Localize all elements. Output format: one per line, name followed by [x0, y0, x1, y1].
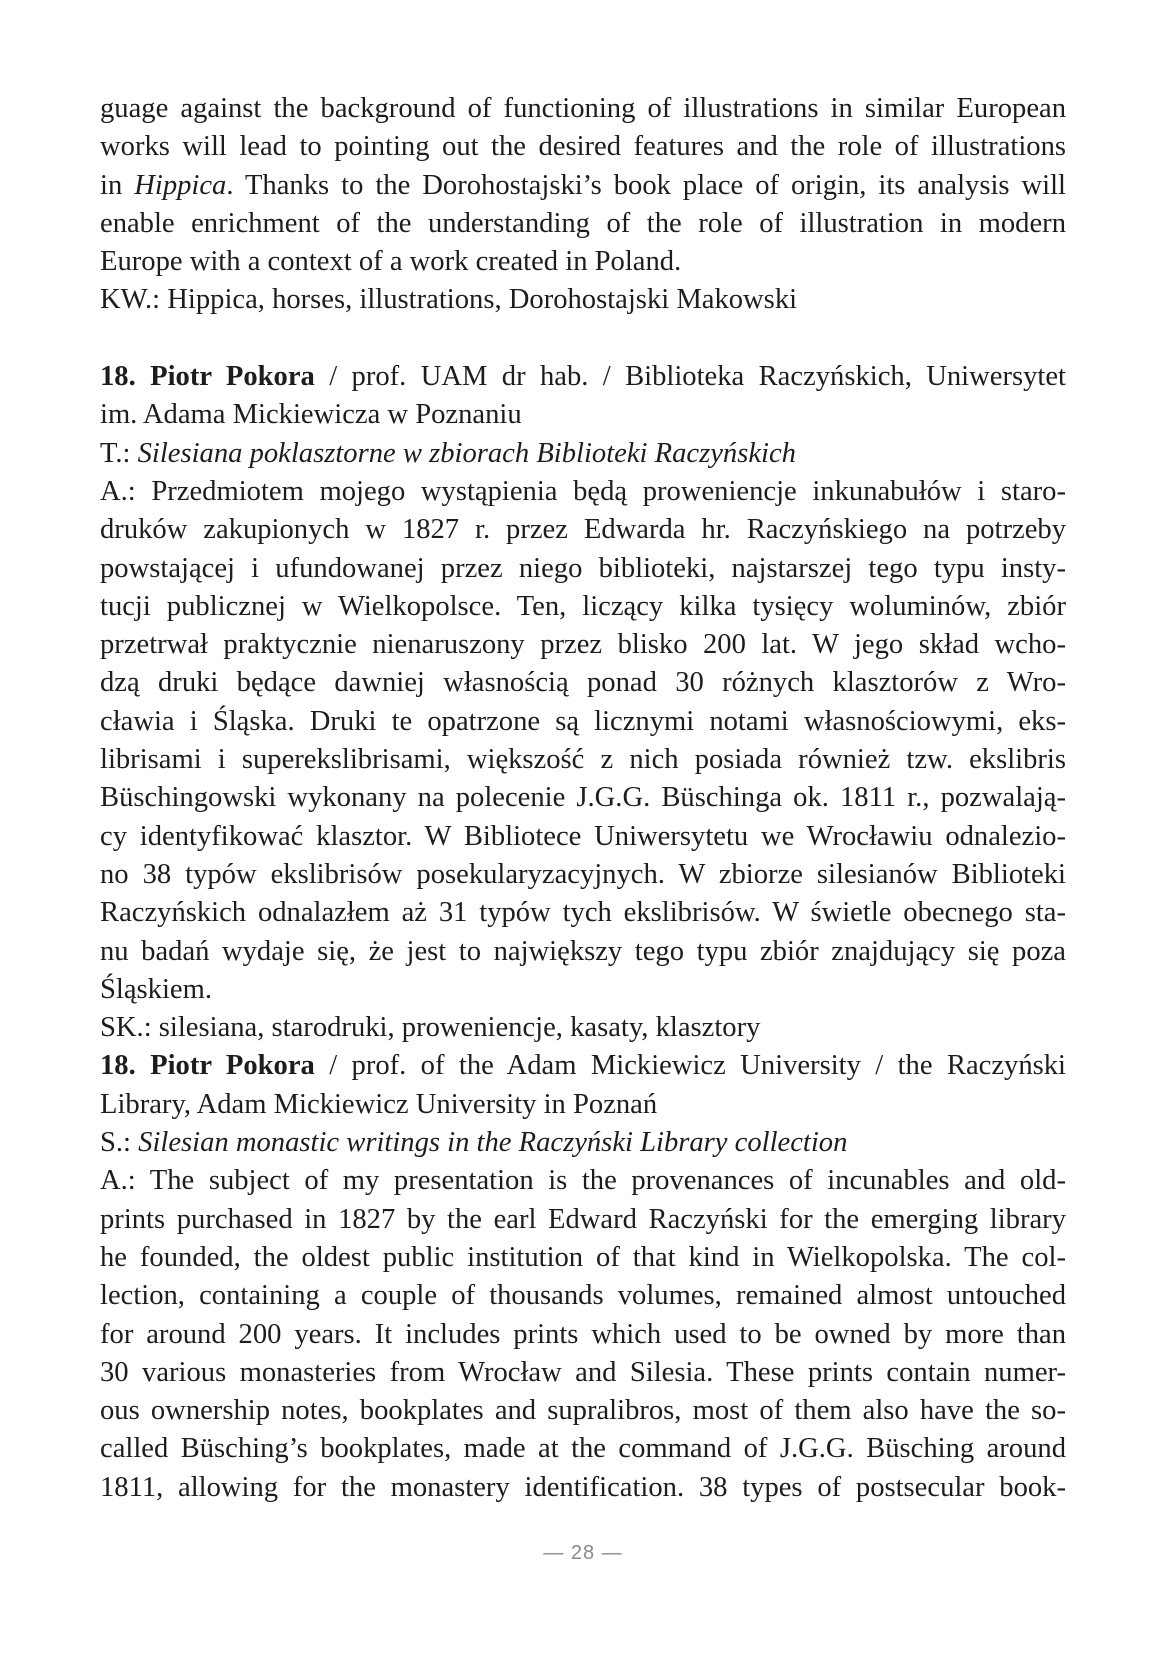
abstract-line: for around 200 years. It includes prints which used to be owned by more than [100, 1318, 1066, 1350]
author-affiliation-cont: im. Adama Mickiewicza w Poznaniu [100, 399, 522, 431]
book-title: Hippica [134, 169, 227, 201]
entry-polish [100, 358, 1066, 1047]
abstract-line: Raczyńskich odnalazłem aż 31 typów tych ekslibrisów. W świetle obecnego sta- [100, 897, 1066, 929]
author-line [100, 358, 1066, 396]
author-name: 18. Piotr Pokora [100, 361, 315, 393]
abstract-line: cy identyfikować klasztor. W Bibliotece Uniwersytetu we Wrocławiu odnalezio- [100, 820, 1066, 852]
title-line [100, 1124, 1066, 1162]
paragraph-gap [100, 320, 1066, 358]
abstract-line: no 38 typów ekslibrisów posekularyzacyjnych. W zbiorze silesianów Biblioteki [100, 858, 1066, 890]
author-name: 18. Piotr Pokora [100, 1050, 315, 1082]
abstract-line: powstającej i ufundowanej przez niego biblioteki, najstarszej tego typu insty- [100, 552, 1066, 584]
author-affiliation: / prof. of the Adam Mickiewicz University / the Raczyński [314, 1050, 1066, 1082]
text-line: works will lead to pointing out the desired features and the role of illustrations [100, 131, 1066, 163]
text-line [100, 167, 1066, 205]
keywords: SK.: silesiana, starodruki, proweniencje, kasaty, klasztory [100, 1012, 761, 1044]
text-line: enable enrichment of the understanding of the role of illustration in modern [100, 207, 1066, 239]
abstract-line: A.: Przedmiotem mojego wystąpienia będą proweniencje inkunabułów i staro- [100, 475, 1066, 507]
abstract-line: cławia i Śląska. Druki te opatrzone są licznymi notami własnościowymi, eks- [100, 705, 1066, 737]
abstract-line: tucji publicznej w Wielkopolsce. Ten, liczący kilka tysięcy woluminów, zbiór [100, 590, 1066, 622]
abstract [100, 473, 1066, 1009]
author-affiliation-cont: Library, Adam Mickiewicz University in Poznań [100, 1088, 658, 1120]
abstract-line: he founded, the oldest public institution of that kind in Wielkopolska. The col- [100, 1241, 1066, 1273]
abstract-line: lection, containing a couple of thousands volumes, remained almost untouched [100, 1280, 1066, 1312]
abstract-line: librisami i superekslibrisami, większość z nich posiada również tzw. ekslibris [100, 744, 1066, 776]
title-line [100, 435, 1066, 473]
abstract-line: called Büsching’s bookplates, made at the command of J.G.G. Büsching around [100, 1433, 1066, 1465]
abstract-line: A.: The subject of my presentation is the provenances of incunables and old- [100, 1165, 1066, 1197]
author-affiliation: / prof. UAM dr hab. / Biblioteka Raczyńskich, Uniwersytet [314, 361, 1066, 393]
abstract-line: ous ownership notes, bookplates and supralibros, most of them also have the so- [100, 1395, 1066, 1427]
title-prefix: S.: [100, 1127, 139, 1159]
talk-title: Silesian monastic writings in the Raczyński Library collection [138, 1127, 848, 1159]
talk-title: Silesiana poklasztorne w zbiorach Biblioteki Raczyńskich [137, 437, 796, 469]
text-line: guage against the background of functioning of illustrations in similar European [100, 93, 1066, 124]
text-line: Europe with a context of a work created in Poland. [100, 246, 682, 278]
abstract-line: nu badań wydaje się, że jest to największy tego typu zbiór znajdujący się poza [100, 935, 1066, 967]
abstract-line: prints purchased in 1827 by the earl Edward Raczyński for the emerging library [100, 1203, 1066, 1235]
abstract-line: Śląskiem. [100, 973, 212, 1005]
entry-english [100, 1047, 1066, 1507]
abstract-line: Büschingowski wykonany na polecenie J.G.G. Büschinga ok. 1811 r., pozwalają- [100, 782, 1066, 814]
abstract-line: 30 various monasteries from Wrocław and Silesia. These prints contain numer- [100, 1356, 1066, 1388]
page-body [100, 90, 1066, 1507]
abstract [100, 1162, 1066, 1507]
abstract-line: druków zakupionych w 1827 r. przez Edwarda hr. Raczyńskiego na potrzeby [100, 514, 1066, 546]
keywords: KW.: Hippica, horses, illustrations, Dorohostajski Makowski [100, 284, 798, 316]
page-number: — 28 — [543, 1542, 623, 1564]
text-fragment: in [100, 169, 123, 201]
abstract-line: przetrwał praktycznie nienaruszony przez blisko 200 lat. W jego skład wcho- [100, 629, 1066, 661]
text-fragment: . Thanks to the Dorohostajski’s book place of origin, its analysis will [226, 169, 1066, 201]
abstract-line: dzą druki będące dawniej własnością ponad 30 różnych klasztorów z Wro- [100, 667, 1066, 699]
author-line [100, 1047, 1066, 1085]
title-prefix: T.: [100, 437, 138, 469]
abstract-line: 1811, allowing for the monastery identification. 38 types of postsecular book- [100, 1471, 1066, 1503]
intro-block [100, 90, 1066, 320]
